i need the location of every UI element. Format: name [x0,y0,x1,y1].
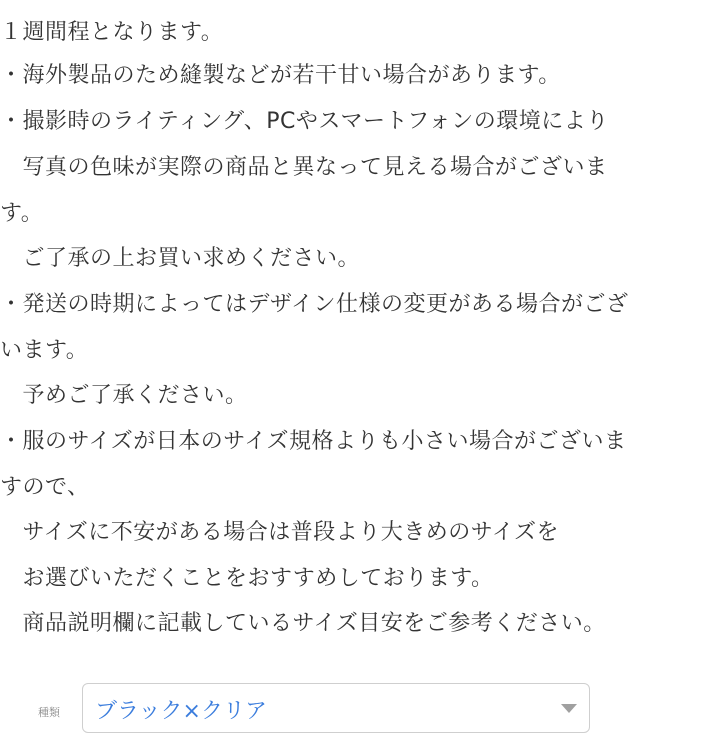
description-line: １週間程となります。 [0,20,224,45]
variant-select-value: ブラック×クリア [95,699,267,724]
description-line: ご了承の上お買い求めください。 [0,246,361,271]
description-line: すので、 [0,475,90,500]
description-line: お選びいただくことをおすすめしております。 [0,566,494,591]
variant-select-label: 種類 [38,706,60,719]
description-line: 予めご了承ください。 [0,383,248,408]
description-line: 商品説明欄に記載しているサイズ目安をご参考ください。 [0,611,606,636]
description-line: ・発送の時期によってはデザイン仕様の変更がある場合がござ [0,292,629,317]
description-line: す。 [0,201,44,226]
description-line: います。 [0,338,89,363]
variant-select-row [0,680,710,724]
variant-select[interactable] [82,683,590,733]
description-line: ・撮影時のライティング、PCやスマートフォンの環境により [0,109,609,134]
description-line: ・海外製品のため縫製などが若干甘い場合があります。 [0,63,561,88]
description-line: サイズに不安がある場合は普段より大きめのサイズを [0,520,559,545]
chevron-down-icon [561,704,577,713]
description-line: 写真の色味が実際の商品と異なって見える場合がございま [0,155,608,180]
description-line: ・服のサイズが日本のサイズ規格よりも小さい場合がございま [0,429,627,454]
